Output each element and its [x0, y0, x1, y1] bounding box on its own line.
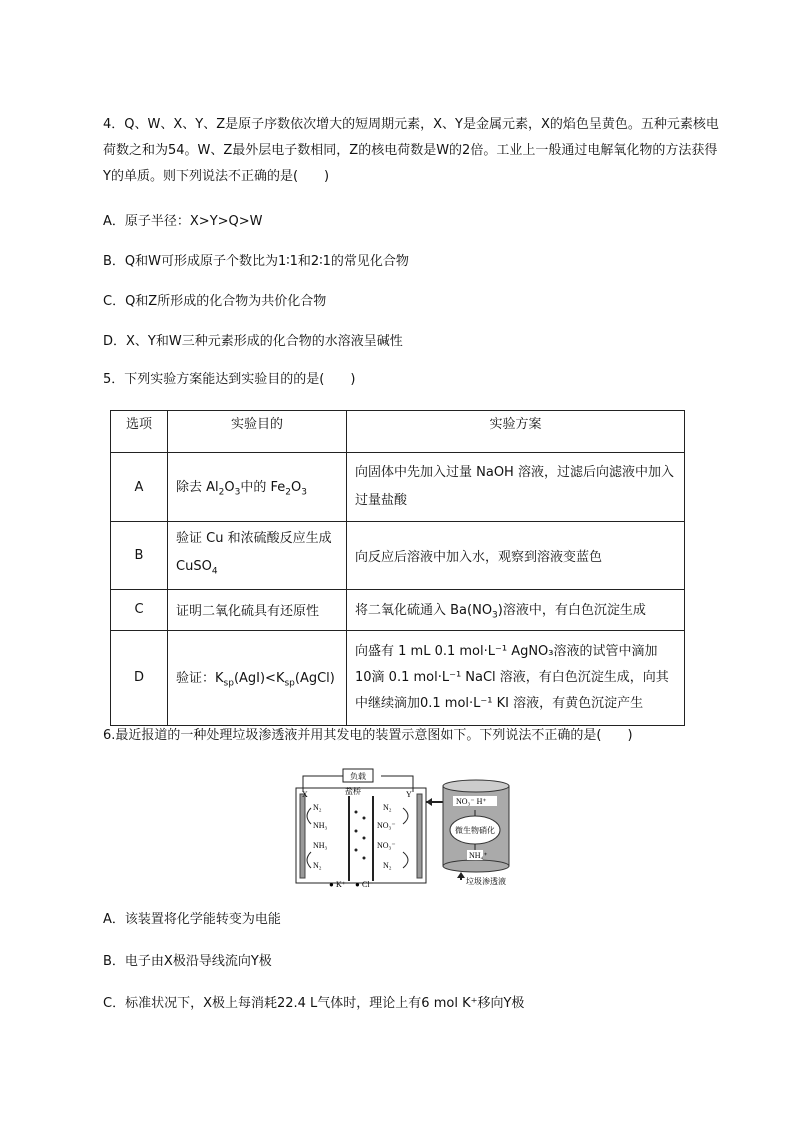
row-a-aim: 除去 $Al_2O_3$中的 $Fe_2O_3$	[168, 453, 347, 522]
tank-bottom-label: NH₄⁺	[469, 851, 488, 860]
left-nh3-top: NH₃	[313, 821, 328, 830]
row-b-plan: 向反应后溶液中加入水，观察到溶液变蓝色	[347, 522, 685, 590]
right-no3-top: NO₃⁻	[377, 821, 396, 830]
table-row	[111, 453, 685, 522]
tank-mid-label: 微生物硝化	[455, 826, 495, 835]
ions	[355, 811, 366, 860]
row-c-option: C	[111, 589, 168, 630]
q4-option-b: B．Q和W可形成原子个数比为1∶1和2∶1的常见化合物	[103, 254, 409, 269]
q6-option-c: C．标准状况下，X极上每消耗22.4 L气体时，理论上有6 mol K⁺移向Y极	[103, 996, 525, 1011]
left-nh3-bottom: NH₃	[313, 841, 328, 850]
label-y: Y	[406, 790, 412, 799]
right-no3-bottom: NO₃⁻	[377, 841, 396, 850]
row-c-aim: 证明二氧化硫具有还原性	[168, 589, 347, 630]
label-x: X	[302, 790, 308, 799]
load-label: 负载	[350, 772, 366, 781]
header-option: 选项	[111, 411, 168, 453]
right-n2-bottom: N₂	[383, 861, 392, 870]
row-b-option: B	[111, 522, 168, 590]
row-d-plan: 向盛有 1 mL 0.1 mol·L⁻¹ AgNO₃溶液的试管中滴加 10滴 0.1 mol·L⁻¹ NaCl 溶液，有白色沉淀生成，向其 中继续滴加0.1 mol·L⁻¹ KI 溶液，有黄色沉淀产生	[347, 630, 685, 725]
legend-k: K⁺	[336, 880, 346, 888]
row-d-aim: 验证：$K_{sp}(AgI)<K_{sp}(AgCl)$	[168, 630, 347, 725]
row-a-option: A	[111, 453, 168, 522]
table-row	[111, 589, 685, 630]
q4-option-a: A．原子半径：X>Y>Q>W	[103, 214, 263, 229]
table-row	[111, 522, 685, 590]
header-plan: 实验方案	[347, 411, 685, 453]
row-c-plan: 将二氧化硫通入 $Ba(NO_3)$溶液中，有白色沉淀生成	[347, 589, 685, 630]
question-4-stem: 4．Q、W、X、Y、Z是原子序数依次增大的短周期元素，X、Y是金属元素，X的焰色呈黄色。五种元素核电荷数之和为54。W、Z最外层电子数相同，Z的核电荷数是W的2倍。工业上一般通过电解氧化物的方法获得Y的单质。则下列说法不正确的是( )	[103, 117, 719, 184]
right-n2-top: N₂	[383, 803, 392, 812]
left-n2-top: N₂	[313, 803, 322, 812]
question-5-stem: 5．下列实验方案能达到实验目的的是( )	[103, 372, 356, 387]
right-arrow-bottom	[403, 852, 408, 868]
tank-top-label: NO₃⁻ H⁺	[456, 797, 487, 806]
left-arrow-top	[307, 808, 311, 824]
q6-option-a: A．该装置将化学能转变为电能	[103, 912, 281, 927]
header-aim: 实验目的	[168, 411, 347, 453]
row-d-option: D	[111, 630, 168, 725]
q4-option-c: C．Q和Z所形成的化合物为共价化合物	[103, 294, 327, 309]
row-a-plan: 向固体中先加入过量 NaOH 溶液，过滤后向滤液中加入过量盐酸	[347, 453, 685, 522]
electrode-y	[417, 794, 422, 878]
svg-text:●: ●	[329, 880, 334, 888]
q4-option-d: D．X、Y和W三种元素形成的化合物的水溶液呈碱性	[103, 334, 403, 349]
table-row	[111, 630, 685, 725]
legend-cl: Cl⁻	[362, 880, 374, 888]
left-arrow-bottom	[307, 852, 311, 868]
svg-text:●: ●	[355, 880, 360, 888]
right-arrow-top	[403, 808, 408, 824]
row-b-aim: 验证 Cu 和浓硫酸反应生成 CuSO$_4$	[168, 522, 347, 590]
experiment-table	[110, 410, 685, 726]
salt-bridge-label: 盐桥	[345, 787, 361, 796]
left-n2-bottom: N₂	[313, 861, 322, 870]
electrode-x	[300, 794, 305, 878]
question-6-stem: 6.最近报道的一种处理垃圾渗透液并用其发电的装置示意图如下。下列说法不正确的是( )	[103, 728, 633, 743]
q6-option-b: B．电子由X极沿导线流向Y极	[103, 954, 272, 969]
table-header-row	[111, 411, 685, 453]
leachate-label: 垃圾渗透液	[466, 877, 506, 886]
battery-diagram	[293, 766, 533, 888]
